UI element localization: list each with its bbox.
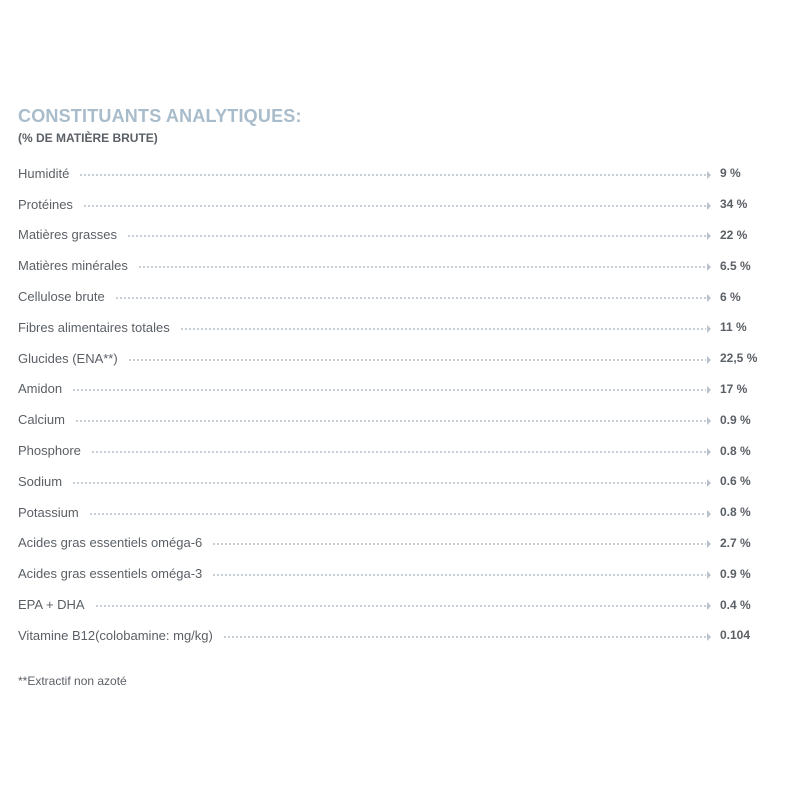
section-subtitle: (% DE MATIÈRE BRUTE) xyxy=(18,131,158,145)
constituent-row xyxy=(18,158,766,189)
analytical-constituents-list xyxy=(18,158,766,651)
dotted-leader-arrow xyxy=(83,205,706,207)
constituent-row xyxy=(18,281,766,312)
dotted-leader-arrow xyxy=(212,543,706,545)
dotted-leader-arrow xyxy=(115,297,706,299)
constituent-label: Amidon xyxy=(18,381,63,397)
constituent-label: Potassium xyxy=(18,504,79,520)
constituent-value: 22 % xyxy=(720,227,748,242)
dotted-leader-arrow xyxy=(180,328,706,330)
constituent-row xyxy=(18,528,766,559)
constituent-label: Matières grasses xyxy=(18,227,117,243)
constituent-label: Acides gras essentiels oméga-3 xyxy=(18,566,203,582)
constituent-row xyxy=(18,589,766,620)
constituent-label: EPA + DHA xyxy=(18,597,85,613)
constituent-row xyxy=(18,220,766,251)
constituent-row xyxy=(18,343,766,374)
constituent-row xyxy=(18,558,766,589)
constituent-label: Phosphore xyxy=(18,443,81,459)
constituent-value: 0.4 % xyxy=(720,597,751,612)
constituent-row xyxy=(18,620,766,651)
constituent-value: 34 % xyxy=(720,197,748,212)
constituent-value: 9 % xyxy=(720,166,741,181)
constituent-value: 0.104 xyxy=(720,628,751,643)
dotted-leader-arrow xyxy=(212,574,706,576)
constituent-value: 0.6 % xyxy=(720,474,751,489)
constituent-value: 0.8 % xyxy=(720,443,751,458)
section-title: CONSTITUANTS ANALYTIQUES: xyxy=(18,106,302,126)
dotted-leader-arrow xyxy=(72,389,706,391)
dotted-leader-arrow xyxy=(127,235,706,237)
dotted-leader-arrow xyxy=(79,174,706,176)
dotted-leader-arrow xyxy=(91,451,706,453)
constituent-value: 2.7 % xyxy=(720,535,751,550)
constituent-label: Glucides (ENA**) xyxy=(18,350,118,366)
constituent-label: Sodium xyxy=(18,473,63,489)
constituent-value: 6.5 % xyxy=(720,258,751,273)
constituent-label: Vitamine B12(colobamine: mg/kg) xyxy=(18,627,213,643)
constituent-label: Humidité xyxy=(18,165,70,181)
constituent-label: Matières minérales xyxy=(18,258,128,274)
constituent-row xyxy=(18,250,766,281)
dotted-leader-arrow xyxy=(128,359,706,361)
constituent-value: 6 % xyxy=(720,289,741,304)
constituent-value: 0.9 % xyxy=(720,566,751,581)
constituent-row xyxy=(18,404,766,435)
constituent-value: 22,5 % xyxy=(720,351,758,366)
dotted-leader-arrow xyxy=(138,266,706,268)
constituent-label: Fibres alimentaires totales xyxy=(18,319,170,335)
constituent-row xyxy=(18,189,766,220)
dotted-leader-arrow xyxy=(89,513,706,515)
constituent-value: 0.9 % xyxy=(720,412,751,427)
dotted-leader-arrow xyxy=(95,605,706,607)
dotted-leader-arrow xyxy=(75,420,706,422)
constituent-label: Calcium xyxy=(18,412,65,428)
constituent-label: Protéines xyxy=(18,196,73,212)
dotted-leader-arrow xyxy=(72,482,706,484)
constituent-row xyxy=(18,466,766,497)
footnote: **Extractif non azoté xyxy=(18,674,127,688)
constituent-row xyxy=(18,435,766,466)
constituent-value: 11 % xyxy=(720,320,747,335)
constituent-row xyxy=(18,312,766,343)
constituent-label: Cellulose brute xyxy=(18,289,105,305)
constituent-row xyxy=(18,374,766,405)
dotted-leader-arrow xyxy=(223,636,706,638)
constituent-value: 0.8 % xyxy=(720,505,751,520)
constituent-label: Acides gras essentiels oméga-6 xyxy=(18,535,203,551)
constituent-row xyxy=(18,497,766,528)
constituent-value: 17 % xyxy=(720,381,748,396)
